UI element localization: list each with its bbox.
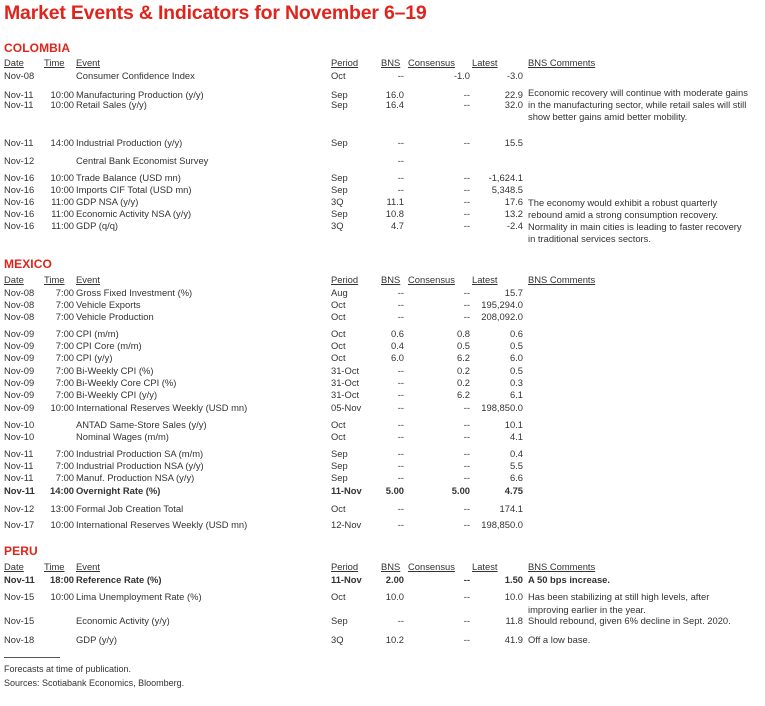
header-consensus: Consensus bbox=[408, 561, 455, 572]
section-label-mexico: MEXICO bbox=[4, 257, 52, 271]
row-period: Oct bbox=[331, 503, 346, 514]
row-time: 7:00 bbox=[55, 352, 74, 363]
row-period: Oct bbox=[331, 591, 346, 602]
row-date: Nov-09 bbox=[4, 402, 35, 413]
row-bns: -- bbox=[397, 365, 404, 376]
row-comment: Off a low base. bbox=[528, 634, 591, 645]
row-consensus: -- bbox=[463, 287, 470, 298]
table-row bbox=[0, 155, 765, 166]
table-row bbox=[0, 519, 765, 530]
page-title: Market Events & Indicators for November 6–19 bbox=[4, 2, 427, 24]
row-consensus: 5.00 bbox=[451, 485, 470, 496]
row-time: 14:00 bbox=[50, 485, 74, 496]
table-row bbox=[0, 287, 765, 298]
header-event: Event bbox=[76, 561, 100, 572]
row-latest: 0.5 bbox=[509, 340, 523, 351]
row-bns: -- bbox=[397, 431, 404, 442]
header-latest: Latest bbox=[472, 57, 498, 68]
row-period: Aug bbox=[331, 287, 348, 298]
header-time: Time bbox=[44, 274, 65, 285]
row-latest: -3.0 bbox=[506, 70, 523, 81]
header-time: Time bbox=[44, 57, 65, 68]
row-latest: 5,348.5 bbox=[491, 184, 523, 195]
row-event: Retail Sales (y/y) bbox=[76, 99, 147, 110]
table-row bbox=[0, 328, 765, 339]
colombia-comment: in the manufacturing sector, while retail sales will still bbox=[528, 99, 747, 110]
row-consensus: -- bbox=[463, 99, 470, 110]
row-date: Nov-17 bbox=[4, 519, 35, 530]
row-bns: -- bbox=[397, 402, 404, 413]
row-date: Nov-15 bbox=[4, 615, 35, 626]
row-time: 10:00 bbox=[50, 519, 74, 530]
row-event: CPI (y/y) bbox=[76, 352, 113, 363]
row-date: Nov-10 bbox=[4, 419, 35, 430]
row-bns: 10.2 bbox=[385, 634, 404, 645]
row-period: Oct bbox=[331, 340, 346, 351]
row-time: 7:00 bbox=[55, 460, 74, 471]
row-latest: 195,294.0 bbox=[481, 299, 523, 310]
table-row bbox=[0, 172, 765, 183]
row-bns: 11.1 bbox=[386, 196, 404, 207]
row-time: 7:00 bbox=[55, 472, 74, 483]
colombia-comment: Normality in main cities is leading to faster recovery bbox=[528, 221, 742, 232]
row-event: GDP (q/q) bbox=[76, 220, 119, 231]
row-period: 3Q bbox=[331, 196, 344, 207]
row-time: 10:00 bbox=[50, 402, 74, 413]
table-row bbox=[0, 615, 765, 626]
row-latest: 22.9 bbox=[504, 89, 523, 100]
row-bns: -- bbox=[397, 184, 404, 195]
row-period: 05-Nov bbox=[331, 402, 362, 413]
row-consensus: -- bbox=[463, 137, 470, 148]
section-label-colombia: COLOMBIA bbox=[4, 41, 71, 55]
row-latest: 208,092.0 bbox=[481, 311, 523, 322]
colombia-comment: The economy would exhibit a robust quarterly bbox=[528, 197, 718, 208]
table-row bbox=[0, 137, 765, 148]
header-comments: BNS Comments bbox=[528, 57, 596, 68]
row-period: Oct bbox=[331, 311, 346, 322]
row-date: Nov-09 bbox=[4, 365, 35, 376]
row-period: Sep bbox=[331, 448, 348, 459]
row-date: Nov-15 bbox=[4, 591, 35, 602]
row-bns: -- bbox=[397, 519, 404, 530]
header-consensus: Consensus bbox=[408, 57, 455, 68]
row-period: Sep bbox=[331, 208, 348, 219]
row-latest: 32.0 bbox=[504, 99, 523, 110]
row-time: 7:00 bbox=[55, 340, 74, 351]
table-row bbox=[0, 431, 765, 442]
table-row bbox=[0, 365, 765, 376]
row-consensus: -- bbox=[463, 299, 470, 310]
row-consensus: -- bbox=[463, 460, 470, 471]
table-header-mexico bbox=[0, 274, 765, 285]
row-latest: 5.5 bbox=[509, 460, 523, 471]
row-bns: -- bbox=[397, 448, 404, 459]
row-bns: -- bbox=[397, 311, 404, 322]
row-event: Industrial Production (y/y) bbox=[76, 137, 183, 148]
row-period: Oct bbox=[331, 419, 346, 430]
row-period: Oct bbox=[331, 70, 346, 81]
row-date: Nov-11 bbox=[4, 137, 34, 148]
row-latest: 15.7 bbox=[504, 287, 523, 298]
row-event: Bi-Weekly Core CPI (%) bbox=[76, 377, 177, 388]
row-consensus: -- bbox=[463, 419, 470, 430]
row-period: Sep bbox=[331, 472, 348, 483]
peru-comment: improving earlier in the year. bbox=[528, 604, 646, 615]
row-event: Manufacturing Production (y/y) bbox=[76, 89, 204, 100]
row-bns: -- bbox=[397, 419, 404, 430]
row-latest: 198,850.0 bbox=[481, 519, 523, 530]
row-latest: 4.1 bbox=[509, 431, 523, 442]
row-event: GDP NSA (y/y) bbox=[76, 196, 139, 207]
header-latest: Latest bbox=[472, 274, 498, 285]
row-event: Economic Activity (y/y) bbox=[76, 615, 170, 626]
row-bns: -- bbox=[397, 389, 404, 400]
header-period: Period bbox=[331, 57, 359, 68]
row-bns: -- bbox=[397, 172, 404, 183]
row-time: 7:00 bbox=[55, 448, 74, 459]
table-row bbox=[0, 184, 765, 195]
row-period: Sep bbox=[331, 172, 348, 183]
header-latest: Latest bbox=[472, 561, 498, 572]
row-bns: 0.4 bbox=[390, 340, 404, 351]
table-row bbox=[0, 299, 765, 310]
row-bns: -- bbox=[397, 155, 404, 166]
row-bns: 16.4 bbox=[385, 99, 404, 110]
row-event: Economic Activity NSA (y/y) bbox=[76, 208, 192, 219]
row-period: Sep bbox=[331, 615, 348, 626]
row-consensus: -- bbox=[463, 472, 470, 483]
row-date: Nov-10 bbox=[4, 431, 35, 442]
table-row bbox=[0, 419, 765, 430]
header-bns: BNS bbox=[381, 561, 401, 572]
header-comments: BNS Comments bbox=[528, 274, 596, 285]
table-row bbox=[0, 574, 765, 585]
header-event: Event bbox=[76, 274, 100, 285]
row-latest: 10.0 bbox=[504, 591, 523, 602]
row-consensus: -- bbox=[463, 615, 470, 626]
row-event: Reference Rate (%) bbox=[76, 574, 162, 585]
header-date: Date bbox=[4, 561, 24, 572]
row-event: Bi-Weekly CPI (y/y) bbox=[76, 389, 158, 400]
row-bns: -- bbox=[397, 615, 404, 626]
row-period: Oct bbox=[331, 299, 346, 310]
table-row bbox=[0, 634, 765, 645]
row-consensus: -- bbox=[463, 402, 470, 413]
row-period: Sep bbox=[331, 89, 348, 100]
row-date: Nov-16 bbox=[4, 172, 35, 183]
table-row bbox=[0, 352, 765, 363]
row-event: Trade Balance (USD mn) bbox=[76, 172, 181, 183]
row-time: 10:00 bbox=[50, 172, 74, 183]
row-bns: 0.6 bbox=[390, 328, 404, 339]
colombia-comment: Economic recovery will continue with moderate gains bbox=[528, 87, 748, 98]
row-consensus: -- bbox=[463, 503, 470, 514]
row-consensus: -- bbox=[463, 574, 470, 585]
row-consensus: -- bbox=[463, 196, 470, 207]
row-bns: -- bbox=[397, 472, 404, 483]
row-latest: 0.4 bbox=[509, 448, 523, 459]
row-bns: 6.0 bbox=[390, 352, 404, 363]
row-bns: -- bbox=[397, 70, 404, 81]
row-date: Nov-11 bbox=[4, 460, 34, 471]
row-time: 7:00 bbox=[55, 377, 74, 388]
row-date: Nov-08 bbox=[4, 287, 35, 298]
header-date: Date bbox=[4, 57, 24, 68]
row-event: Bi-Weekly CPI (%) bbox=[76, 365, 154, 376]
row-bns: -- bbox=[397, 299, 404, 310]
row-period: 31-Oct bbox=[331, 389, 360, 400]
row-date: Nov-11 bbox=[4, 485, 35, 496]
row-consensus: -- bbox=[463, 591, 470, 602]
table-row bbox=[0, 503, 765, 514]
row-time: 7:00 bbox=[55, 287, 74, 298]
row-event: International Reserves Weekly (USD mn) bbox=[76, 402, 248, 413]
row-event: Manuf. Production NSA (y/y) bbox=[76, 472, 195, 483]
row-consensus: -- bbox=[463, 519, 470, 530]
row-period: Sep bbox=[331, 137, 348, 148]
row-event: CPI (m/m) bbox=[76, 328, 119, 339]
row-latest: -1,624.1 bbox=[488, 172, 523, 183]
row-event: Vehicle Exports bbox=[76, 299, 141, 310]
row-period: Oct bbox=[331, 431, 346, 442]
row-date: Nov-08 bbox=[4, 70, 35, 81]
row-event: Imports CIF Total (USD mn) bbox=[76, 184, 192, 195]
row-consensus: 0.8 bbox=[456, 328, 470, 339]
header-date: Date bbox=[4, 274, 24, 285]
table-header-colombia bbox=[0, 57, 765, 68]
row-bns: 4.7 bbox=[390, 220, 404, 231]
row-consensus: 6.2 bbox=[456, 389, 470, 400]
table-row bbox=[0, 485, 765, 496]
row-bns: 10.8 bbox=[385, 208, 404, 219]
table-row bbox=[0, 311, 765, 322]
row-latest: 174.1 bbox=[499, 503, 523, 514]
row-date: Nov-08 bbox=[4, 311, 35, 322]
table-header-peru bbox=[0, 561, 765, 572]
row-date: Nov-09 bbox=[4, 377, 35, 388]
row-date: Nov-09 bbox=[4, 352, 35, 363]
row-time: 7:00 bbox=[55, 365, 74, 376]
header-bns: BNS bbox=[381, 274, 401, 285]
row-consensus: -- bbox=[463, 208, 470, 219]
row-latest: 17.6 bbox=[504, 196, 523, 207]
row-consensus: -- bbox=[463, 89, 470, 100]
row-latest: 198,850.0 bbox=[481, 402, 523, 413]
table-row bbox=[0, 472, 765, 483]
row-time: 11:00 bbox=[51, 196, 74, 207]
row-period: 11-Nov bbox=[331, 574, 362, 585]
colombia-comment: rebound amid a strong consumption recovery. bbox=[528, 209, 719, 220]
row-time: 11:00 bbox=[51, 220, 74, 231]
footnote: Forecasts at time of publication. bbox=[4, 664, 132, 674]
row-date: Nov-11 bbox=[4, 448, 34, 459]
row-date: Nov-11 bbox=[4, 574, 35, 585]
row-bns: 5.00 bbox=[385, 485, 404, 496]
row-latest: 41.9 bbox=[504, 634, 523, 645]
row-comment: Should rebound, given 6% decline in Sept. 2020. bbox=[528, 615, 731, 626]
row-bns: 2.00 bbox=[385, 574, 404, 585]
row-date: Nov-11 bbox=[4, 99, 34, 110]
row-consensus: -- bbox=[463, 172, 470, 183]
row-event: Industrial Production SA (m/m) bbox=[76, 448, 204, 459]
header-period: Period bbox=[331, 274, 359, 285]
row-date: Nov-12 bbox=[4, 503, 35, 514]
row-date: Nov-11 bbox=[4, 472, 34, 483]
table-row bbox=[0, 70, 765, 81]
row-time: 7:00 bbox=[55, 389, 74, 400]
row-consensus: 0.2 bbox=[456, 365, 470, 376]
row-bns: -- bbox=[397, 287, 404, 298]
row-event: Central Bank Economist Survey bbox=[76, 155, 209, 166]
row-date: Nov-08 bbox=[4, 299, 35, 310]
row-latest: 0.3 bbox=[509, 377, 523, 388]
row-comment: Has been stabilizing at still high levels, after bbox=[528, 591, 710, 602]
row-bns: -- bbox=[397, 137, 404, 148]
row-latest: 1.50 bbox=[504, 574, 523, 585]
row-latest: -2.4 bbox=[506, 220, 523, 231]
table-row bbox=[0, 402, 765, 413]
row-consensus: 0.5 bbox=[456, 340, 470, 351]
row-bns: -- bbox=[397, 377, 404, 388]
row-consensus: -1.0 bbox=[453, 70, 470, 81]
row-date: Nov-09 bbox=[4, 389, 35, 400]
table-row bbox=[0, 448, 765, 459]
row-date: Nov-16 bbox=[4, 196, 35, 207]
row-consensus: -- bbox=[463, 431, 470, 442]
row-period: Oct bbox=[331, 328, 346, 339]
footnote-divider bbox=[4, 657, 60, 658]
row-period: Sep bbox=[331, 460, 348, 471]
row-period: 31-Oct bbox=[331, 377, 360, 388]
table-row bbox=[0, 460, 765, 471]
row-event: Vehicle Production bbox=[76, 311, 154, 322]
header-comments: BNS Comments bbox=[528, 561, 596, 572]
row-consensus: -- bbox=[463, 220, 470, 231]
row-latest: 6.6 bbox=[509, 472, 523, 483]
row-date: Nov-16 bbox=[4, 184, 35, 195]
row-date: Nov-16 bbox=[4, 220, 35, 231]
footnote-sources: Sources: Scotiabank Economics, Bloomberg. bbox=[4, 678, 185, 688]
row-latest: 0.5 bbox=[509, 365, 523, 376]
colombia-comment: show better gains amid better mobility. bbox=[528, 111, 688, 122]
header-period: Period bbox=[331, 561, 359, 572]
header-event: Event bbox=[76, 57, 100, 68]
colombia-comment: in traditional services sectors. bbox=[528, 233, 651, 244]
row-date: Nov-18 bbox=[4, 634, 35, 645]
table-row bbox=[0, 377, 765, 388]
row-bns: -- bbox=[397, 460, 404, 471]
row-event: Lima Unemployment Rate (%) bbox=[76, 591, 202, 602]
row-consensus: 0.2 bbox=[456, 377, 470, 388]
row-time: 7:00 bbox=[55, 299, 74, 310]
row-bns: 16.0 bbox=[385, 89, 404, 100]
row-period: Oct bbox=[331, 352, 346, 363]
header-time: Time bbox=[44, 561, 65, 572]
row-latest: 13.2 bbox=[504, 208, 523, 219]
row-time: 11:00 bbox=[51, 208, 74, 219]
row-consensus: -- bbox=[463, 634, 470, 645]
row-time: 7:00 bbox=[55, 328, 74, 339]
row-time: 10:00 bbox=[50, 184, 74, 195]
row-comment: A 50 bps increase. bbox=[528, 574, 610, 585]
section-label-peru: PERU bbox=[4, 544, 38, 558]
row-consensus: -- bbox=[463, 311, 470, 322]
table-row bbox=[0, 340, 765, 351]
row-period: 31-Oct bbox=[331, 365, 360, 376]
table-row bbox=[0, 591, 765, 602]
row-period: 3Q bbox=[331, 220, 344, 231]
row-period: Sep bbox=[331, 99, 348, 110]
row-time: 13:00 bbox=[50, 503, 74, 514]
row-bns: -- bbox=[397, 503, 404, 514]
row-date: Nov-09 bbox=[4, 328, 35, 339]
row-event: Nominal Wages (m/m) bbox=[76, 431, 169, 442]
row-consensus: -- bbox=[463, 184, 470, 195]
row-event: GDP (y/y) bbox=[76, 634, 117, 645]
row-event: Formal Job Creation Total bbox=[76, 503, 184, 514]
row-period: Sep bbox=[331, 184, 348, 195]
row-time: 10:00 bbox=[50, 89, 74, 100]
row-period: 3Q bbox=[331, 634, 344, 645]
row-event: Gross Fixed Investment (%) bbox=[76, 287, 193, 298]
row-latest: 4.75 bbox=[504, 485, 523, 496]
row-time: 10:00 bbox=[50, 99, 74, 110]
row-time: 18:00 bbox=[50, 574, 74, 585]
row-event: Consumer Confidence Index bbox=[76, 70, 195, 81]
row-consensus: -- bbox=[463, 448, 470, 459]
row-event: Industrial Production NSA (y/y) bbox=[76, 460, 204, 471]
row-latest: 6.0 bbox=[509, 352, 523, 363]
row-event: Overnight Rate (%) bbox=[76, 485, 161, 496]
row-latest: 0.6 bbox=[509, 328, 523, 339]
row-date: Nov-16 bbox=[4, 208, 35, 219]
header-bns: BNS bbox=[381, 57, 401, 68]
row-latest: 10.1 bbox=[504, 419, 523, 430]
row-period: 12-Nov bbox=[331, 519, 362, 530]
row-latest: 15.5 bbox=[504, 137, 523, 148]
row-consensus: 6.2 bbox=[456, 352, 470, 363]
row-event: International Reserves Weekly (USD mn) bbox=[76, 519, 248, 530]
table-row bbox=[0, 389, 765, 400]
row-time: 7:00 bbox=[55, 311, 74, 322]
row-time: 14:00 bbox=[50, 137, 74, 148]
row-latest: 6.1 bbox=[509, 389, 523, 400]
row-event: CPI Core (m/m) bbox=[76, 340, 142, 351]
header-consensus: Consensus bbox=[408, 274, 455, 285]
row-latest: 11.8 bbox=[505, 615, 523, 626]
row-time: 10:00 bbox=[50, 591, 74, 602]
row-date: Nov-11 bbox=[4, 89, 34, 100]
row-date: Nov-12 bbox=[4, 155, 35, 166]
row-event: ANTAD Same-Store Sales (y/y) bbox=[76, 419, 207, 430]
row-date: Nov-09 bbox=[4, 340, 35, 351]
row-bns: 10.0 bbox=[385, 591, 404, 602]
row-period: 11-Nov bbox=[331, 485, 362, 496]
